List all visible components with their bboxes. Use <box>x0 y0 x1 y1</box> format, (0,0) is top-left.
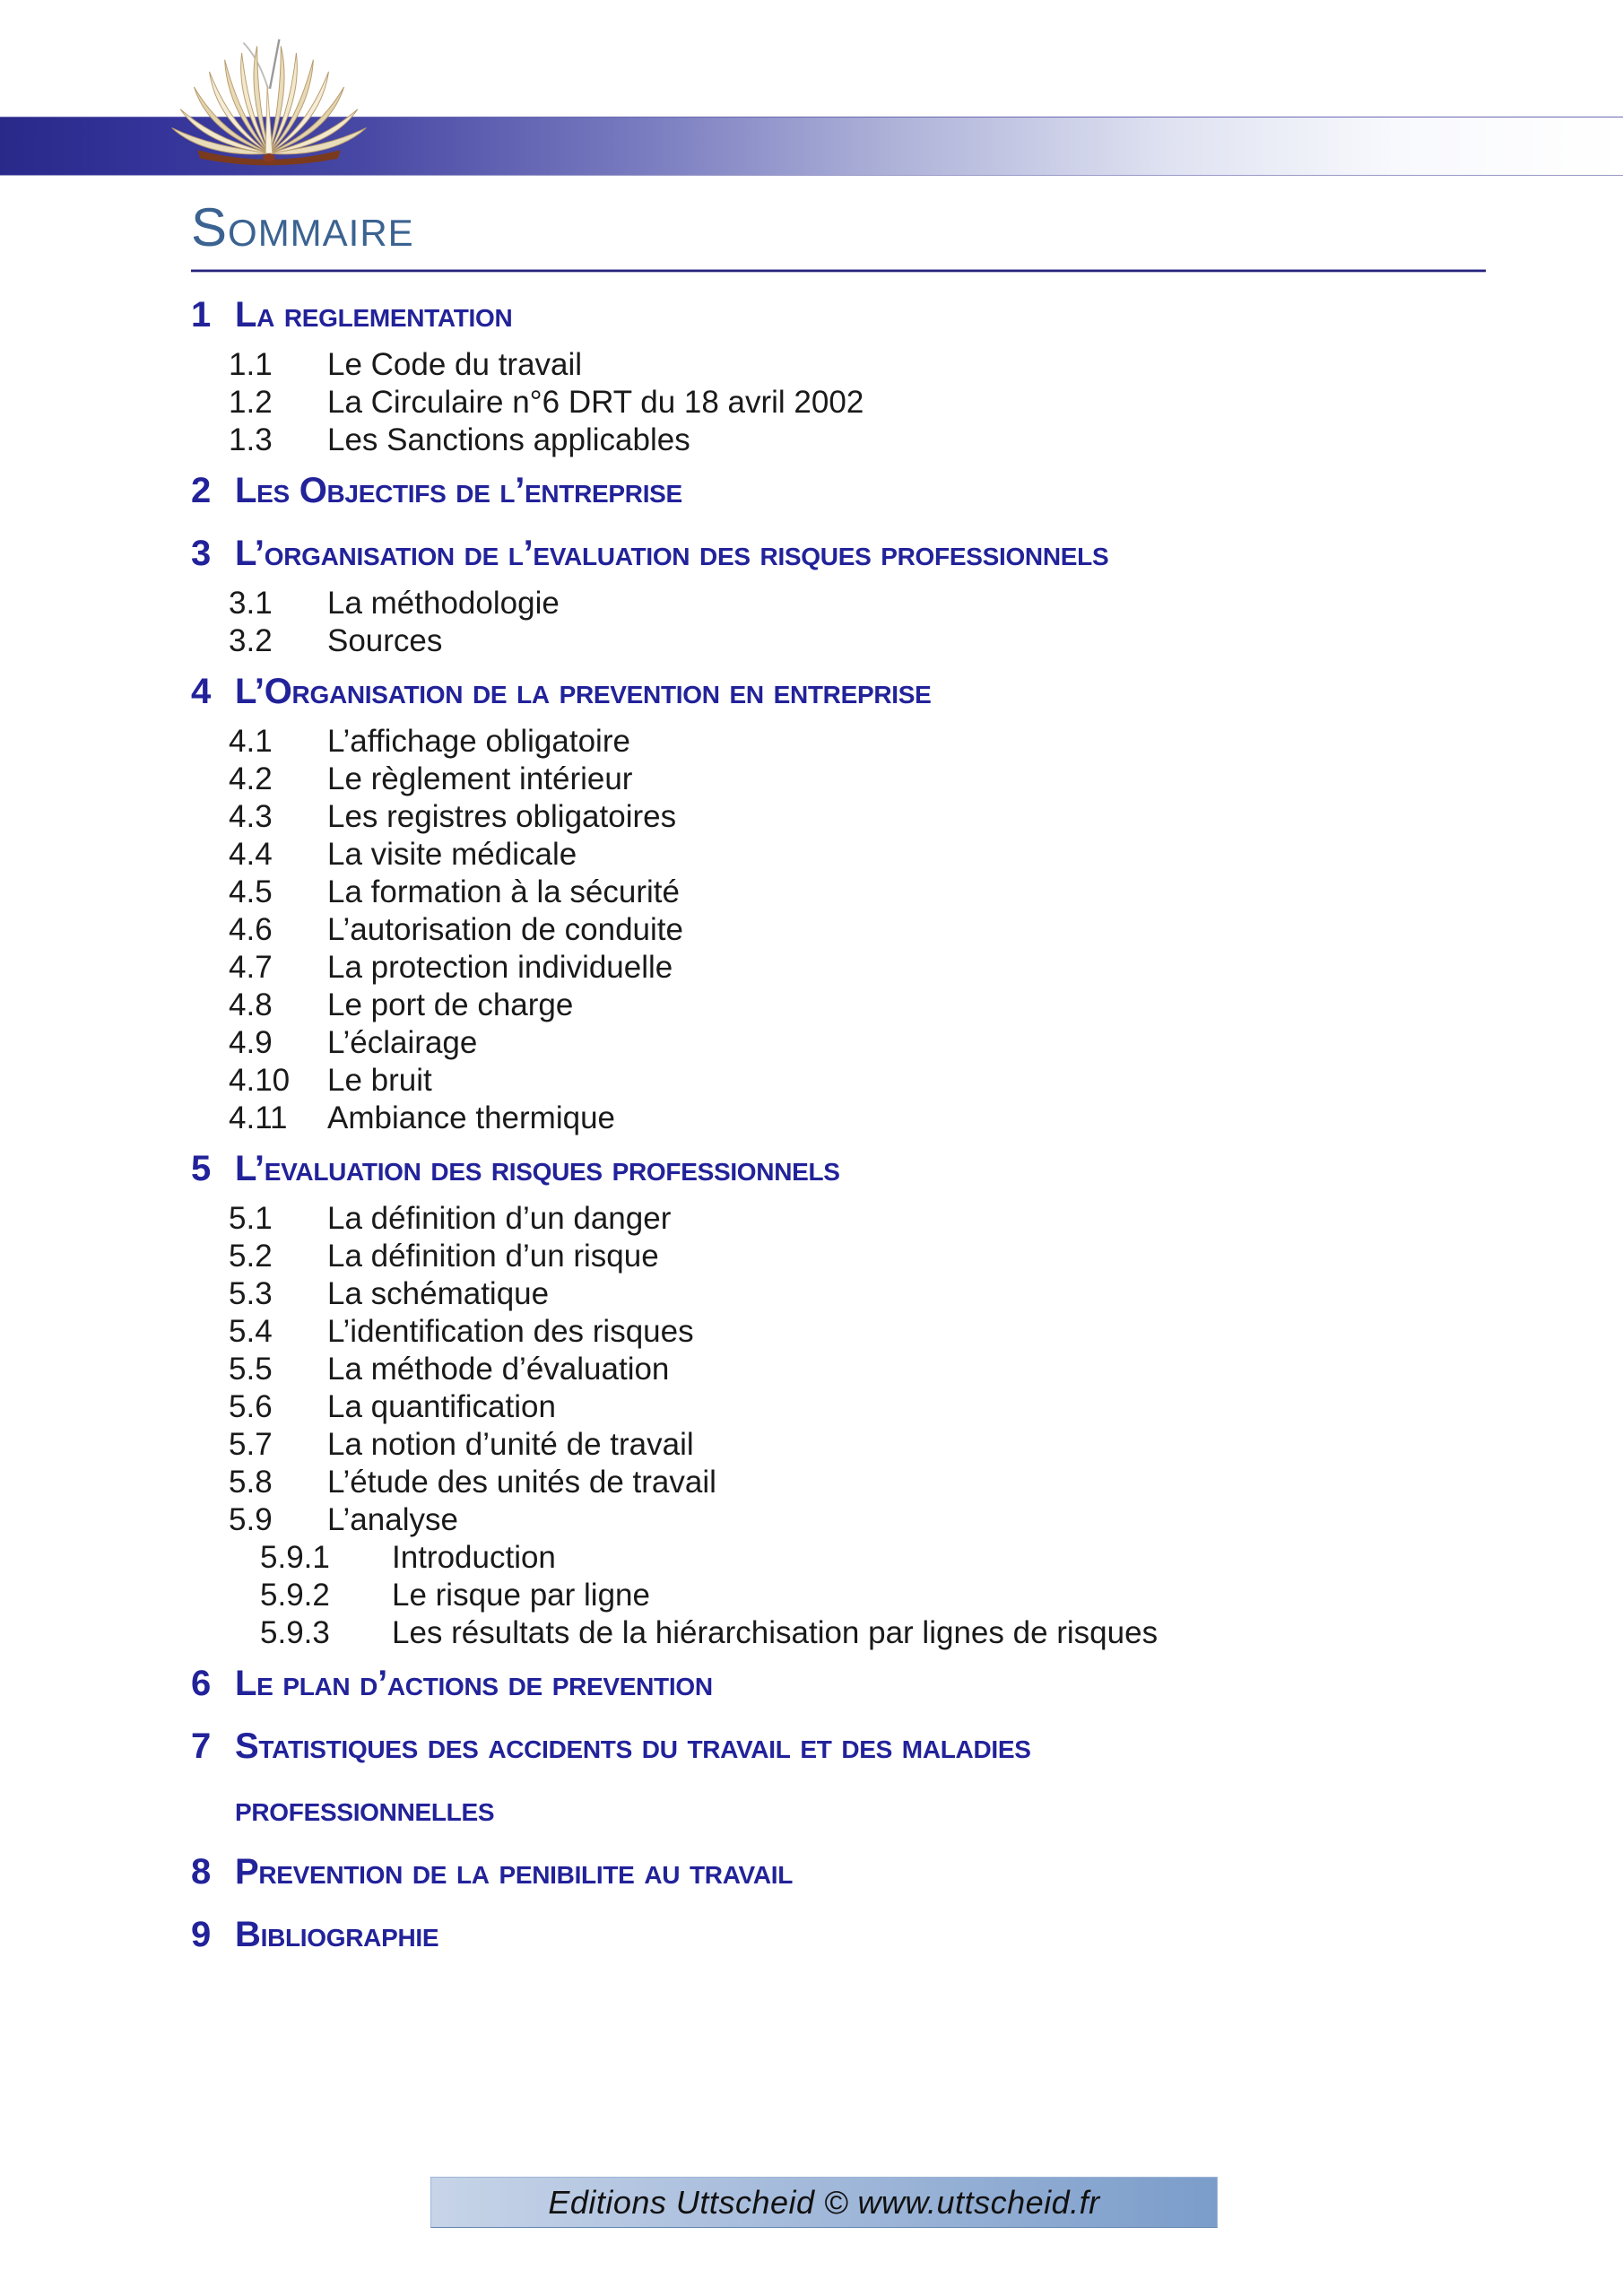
toc-subsection-row <box>191 949 1493 987</box>
toc-subsection-row <box>191 1351 1493 1388</box>
toc-section-number: 6 <box>191 1664 211 1703</box>
toc-subsection-label: L’étude des unités de travail <box>327 1465 716 1500</box>
toc-section-number: 7 <box>191 1726 211 1766</box>
toc-subsection-row <box>191 1426 1493 1464</box>
toc-subsection-row <box>191 1024 1493 1062</box>
toc-section-number: 2 <box>191 471 211 510</box>
toc-subsection-label: La formation à la sécurité <box>327 874 680 909</box>
footer-text: Editions Uttscheid © www.uttscheid.fr <box>548 2183 1100 2221</box>
toc-subsection-label: La quantification <box>327 1389 556 1424</box>
toc-subsection-number: 1.1 <box>229 347 273 382</box>
toc-subsection-number: 4.10 <box>229 1063 291 1098</box>
footer-bar <box>430 2177 1218 2228</box>
toc-section-heading <box>191 459 1493 522</box>
toc-section-title: Prevention de la penibilite au travail <box>235 1852 794 1892</box>
toc-subsubsection-row <box>191 1539 1493 1577</box>
toc-subsection-number: 4.4 <box>229 837 273 872</box>
toc-subsection-row <box>191 987 1493 1024</box>
toc-subsection-label: Le Code du travail <box>327 347 583 382</box>
toc-subsection-number: 4.5 <box>229 874 273 909</box>
toc-subsection-label: L’identification des risques <box>327 1314 694 1349</box>
toc-section-heading <box>191 522 1493 585</box>
toc-subsection-label: La définition d’un risque <box>327 1239 659 1274</box>
toc-subsection-number: 4.7 <box>229 950 273 985</box>
toc-subsubsection-row <box>191 1577 1493 1614</box>
toc-subsection-number: 4.6 <box>229 912 273 947</box>
toc-subsection-row <box>191 874 1493 911</box>
toc-subsubsection-label: Les résultats de la hiérarchisation par lignes de risques <box>392 1615 1159 1650</box>
toc-section-title: L’evaluation des risques professionnels <box>235 1149 840 1188</box>
toc-subsection-row <box>191 761 1493 798</box>
toc-subsection-row <box>191 1501 1493 1539</box>
toc-subsubsection-label: Le risque par ligne <box>392 1578 650 1613</box>
toc-subsection-row <box>191 585 1493 622</box>
toc-subsection-row <box>191 1100 1493 1137</box>
toc-subsection-number: 4.11 <box>229 1100 288 1135</box>
toc-subsection-row <box>191 422 1493 459</box>
toc-subsection-row <box>191 1313 1493 1351</box>
toc-subsection-row <box>191 1238 1493 1275</box>
toc-subsection-label: L’affichage obligatoire <box>327 724 630 759</box>
toc-subsubsection-number: 5.9.3 <box>260 1615 330 1650</box>
toc-subsection-number: 1.2 <box>229 385 273 420</box>
open-book-icon <box>142 36 396 172</box>
toc-subsection-label: Ambiance thermique <box>327 1100 615 1135</box>
toc-subsubsection-number: 5.9.1 <box>260 1540 330 1575</box>
toc-section-number: 9 <box>191 1915 211 1954</box>
toc-subsection-label: Les Sanctions applicables <box>327 422 690 457</box>
toc-subsection-number: 5.3 <box>229 1276 273 1311</box>
page-title: Sommaire <box>191 197 414 257</box>
toc-section-heading <box>191 1840 1493 1903</box>
toc-section-title: Statistiques des accidents du travail et des maladies professionnelles <box>235 1726 1031 1829</box>
toc-subsubsection-number: 5.9.2 <box>260 1578 330 1613</box>
toc-subsection-number: 4.3 <box>229 799 273 834</box>
toc-subsection-row <box>191 384 1493 422</box>
toc-subsection-number: 5.7 <box>229 1427 273 1462</box>
toc-subsection-row <box>191 1062 1493 1100</box>
toc-section-title: La reglementation <box>235 295 513 335</box>
toc-section-heading <box>191 1137 1493 1200</box>
toc-subsection-label: La méthodologie <box>327 586 560 621</box>
toc-subsection-label: L’autorisation de conduite <box>327 912 683 947</box>
toc-subsection-number: 5.4 <box>229 1314 273 1349</box>
toc-subsection-label: Sources <box>327 623 443 658</box>
title-rule <box>191 269 1486 273</box>
toc-subsection-label: La notion d’unité de travail <box>327 1427 694 1462</box>
toc-subsubsection-row <box>191 1614 1493 1652</box>
toc-subsection-label: L’éclairage <box>327 1025 478 1060</box>
toc-subsection-number: 5.6 <box>229 1389 273 1424</box>
toc-subsection-row <box>191 798 1493 836</box>
toc-section-heading <box>191 1903 1493 1966</box>
toc-subsection-row <box>191 1388 1493 1426</box>
toc-section-number: 3 <box>191 534 211 573</box>
toc-subsection-row <box>191 1464 1493 1501</box>
toc-section-number: 1 <box>191 295 211 335</box>
toc-subsection-number: 4.9 <box>229 1025 273 1060</box>
toc-section-number: 8 <box>191 1852 211 1892</box>
toc-subsection-label: Le bruit <box>327 1063 432 1098</box>
toc-subsubsection-label: Introduction <box>392 1540 556 1575</box>
toc-subsection-label: Le règlement intérieur <box>327 761 633 796</box>
toc-section-number: 4 <box>191 672 211 711</box>
toc-subsection-label: L’analyse <box>327 1502 458 1537</box>
toc-subsection-label: La schématique <box>327 1276 550 1311</box>
toc-subsection-label: Le port de charge <box>327 987 574 1022</box>
table-of-contents <box>191 283 1493 1966</box>
toc-subsection-row <box>191 723 1493 761</box>
toc-subsection-row <box>191 836 1493 874</box>
toc-subsection-number: 5.8 <box>229 1465 273 1500</box>
toc-subsection-label: Les registres obligatoires <box>327 799 677 834</box>
toc-section-number: 5 <box>191 1149 211 1188</box>
toc-content <box>191 199 1493 1966</box>
toc-subsection-number: 5.1 <box>229 1201 273 1236</box>
toc-subsection-number: 3.2 <box>229 623 273 658</box>
toc-subsection-number: 4.8 <box>229 987 273 1022</box>
toc-section-title: Bibliographie <box>235 1915 439 1954</box>
toc-subsection-number: 5.9 <box>229 1502 273 1537</box>
toc-section-title: L’organisation de l’evaluation des risques professionnels <box>235 534 1109 573</box>
toc-subsection-number: 4.1 <box>229 724 273 759</box>
toc-subsection-row <box>191 911 1493 949</box>
toc-section-title: Les Objectifs de l’entreprise <box>235 471 682 510</box>
toc-subsection-row <box>191 1200 1493 1238</box>
toc-subsection-label: La méthode d’évaluation <box>327 1352 670 1387</box>
toc-subsection-row <box>191 1275 1493 1313</box>
toc-subsection-number: 4.2 <box>229 761 273 796</box>
toc-subsection-number: 5.5 <box>229 1352 273 1387</box>
toc-subsection-number: 1.3 <box>229 422 273 457</box>
toc-subsection-number: 5.2 <box>229 1239 273 1274</box>
toc-section-title: Le plan d’actions de prevention <box>235 1664 713 1703</box>
toc-section-heading <box>191 283 1493 346</box>
toc-subsection-row <box>191 346 1493 384</box>
toc-section-title: L’Organisation de la prevention en entreprise <box>235 672 932 711</box>
toc-section-heading <box>191 660 1493 723</box>
toc-subsection-number: 3.1 <box>229 586 273 621</box>
toc-section-heading <box>191 1715 1493 1840</box>
toc-subsection-label: La définition d’un danger <box>327 1201 672 1236</box>
toc-subsection-label: La visite médicale <box>327 837 577 872</box>
toc-subsection-row <box>191 622 1493 660</box>
toc-section-heading <box>191 1652 1493 1715</box>
toc-subsection-label: La protection individuelle <box>327 950 673 985</box>
toc-subsection-label: La Circulaire n°6 DRT du 18 avril 2002 <box>327 385 864 420</box>
